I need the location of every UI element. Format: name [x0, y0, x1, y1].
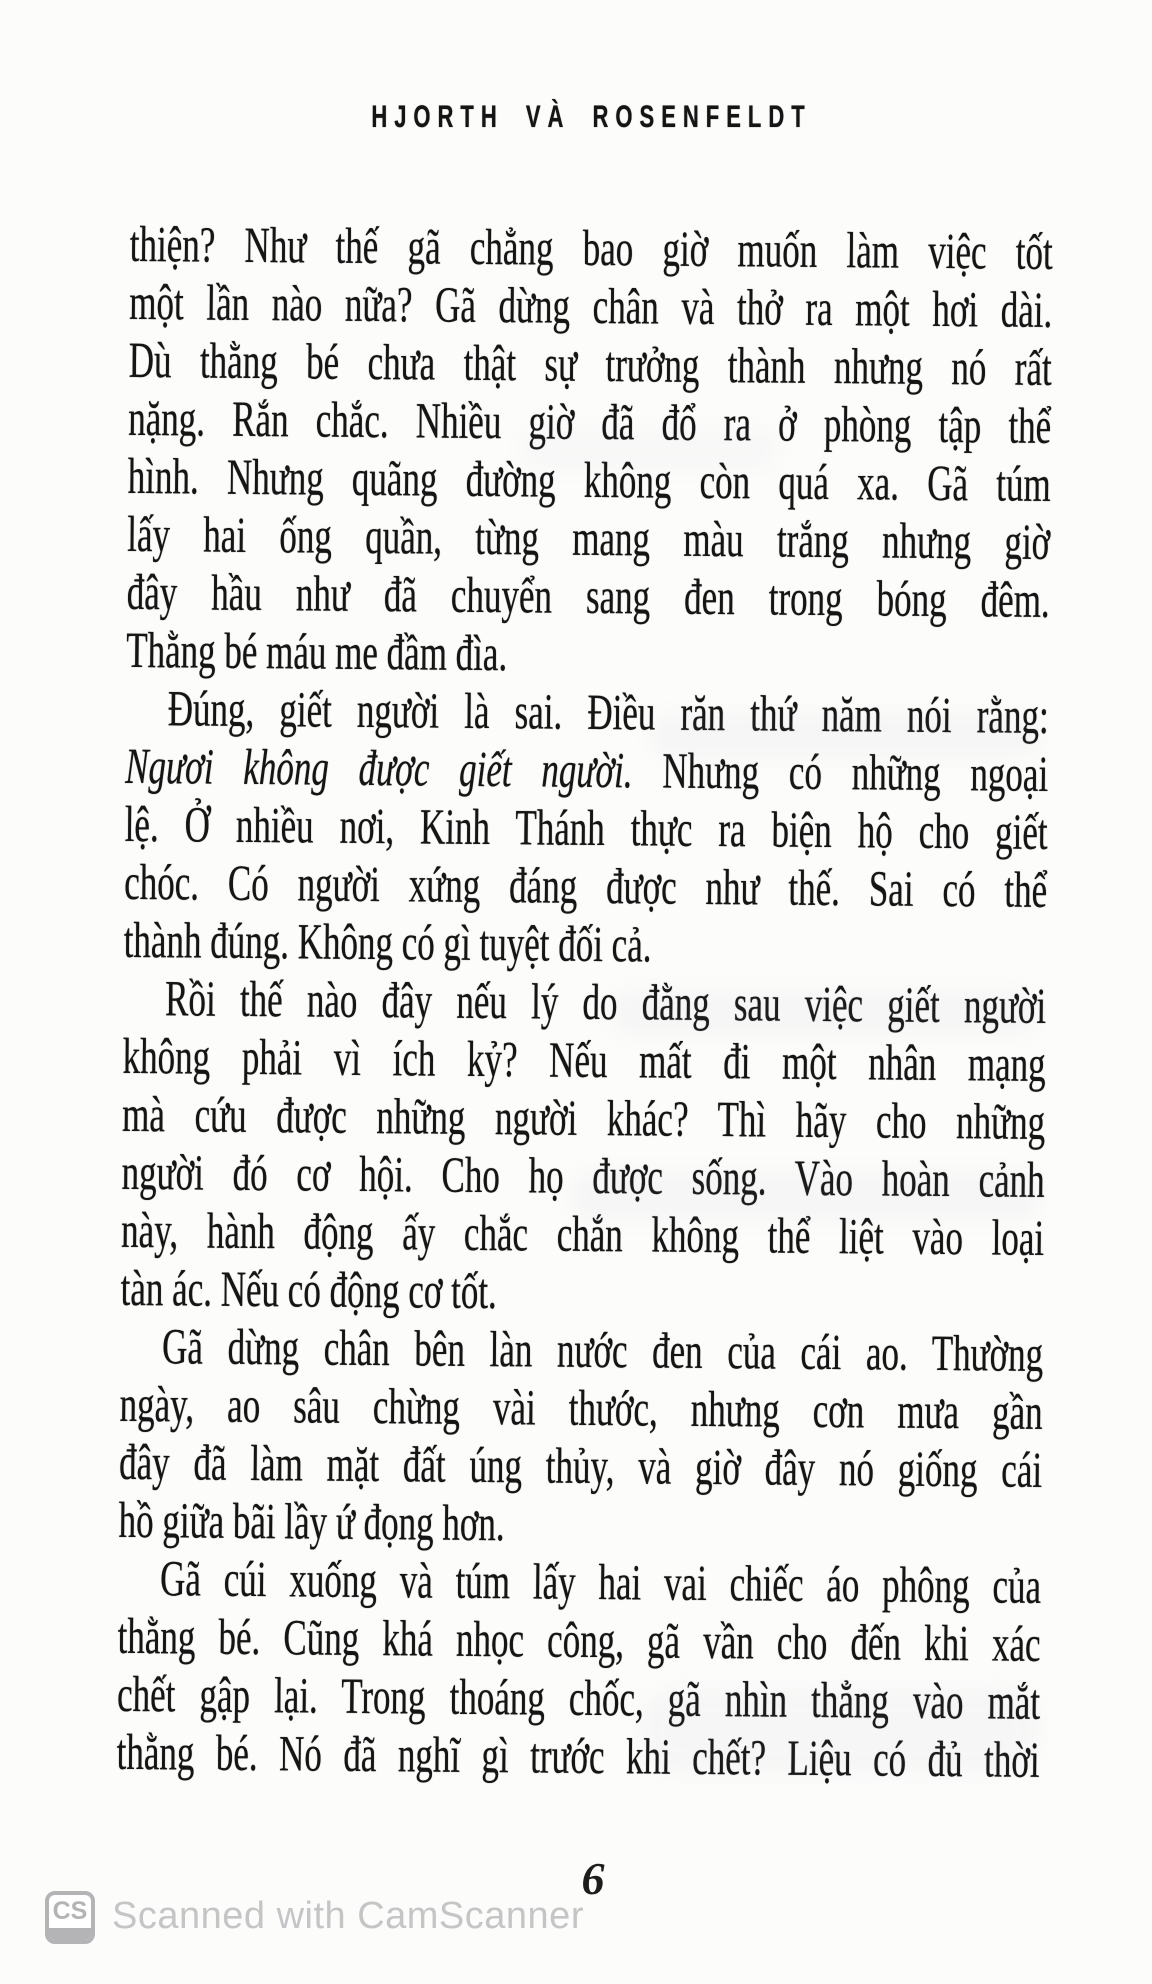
camscanner-watermark-label: Scanned with CamScanner	[112, 1895, 584, 1937]
text-line	[117, 1608, 1040, 1674]
text-line	[128, 390, 1051, 456]
text-segment: lệ. Ở nhiều nơi, Kinh Thánh thực ra biện hộ cho giết	[124, 795, 1048, 861]
text-segment: chóc. Có người xứng đáng được như thế. Sai có thể	[123, 853, 1048, 919]
text-line	[123, 970, 1046, 1036]
text-line	[122, 1028, 1045, 1094]
text-segment: ngày, ao sâu chừng vài thước, nhưng cơn mưa gần	[119, 1375, 1043, 1441]
text-segment: hồ giữa bãi lầy ứ đọng hơn.	[118, 1491, 505, 1552]
paragraph	[118, 1318, 1043, 1558]
text-line	[120, 1318, 1043, 1384]
running-header: HJORTH VÀ ROSENFELDT	[371, 98, 812, 135]
text-line	[126, 564, 1049, 630]
page-number: 6	[581, 1853, 605, 1904]
body-text-block	[116, 215, 1054, 1789]
camscanner-logo-icon	[45, 1891, 95, 1944]
text-segment: không phải vì ích kỷ? Nếu mất đi một nhân mạng	[122, 1027, 1046, 1093]
paragraph	[116, 1550, 1041, 1790]
camscanner-logo-letters: CS	[52, 1897, 88, 1925]
body-text	[116, 216, 1053, 1790]
text-segment: lấy hai ống quần, từng mang màu trắng nhưng giờ	[127, 505, 1051, 571]
text-segment: Dù thằng bé chưa thật sự trưởng thành nhưng nó rất	[128, 331, 1052, 397]
italic-text-segment: Ngươi không được giết người.	[124, 737, 633, 799]
text-segment: Gã dừng chân bên làn nước đen của cái ao. Thường	[161, 1318, 1044, 1383]
text-segment: Nhưng có những ngoại	[632, 742, 1049, 803]
text-line	[118, 1550, 1041, 1616]
text-line	[125, 738, 1048, 804]
text-segment: chết gập lại. Trong thoáng chốc, gã nhìn thẳng vào mắt	[116, 1665, 1041, 1731]
text-line	[129, 274, 1052, 340]
text-line	[120, 1260, 1043, 1326]
camscanner-logo-bar	[49, 1928, 91, 1940]
text-segment: mà cứu được những người khác? Thì hãy cho những	[121, 1085, 1046, 1151]
text-line	[123, 912, 1046, 978]
paragraph	[126, 216, 1053, 688]
text-segment: Đúng, giết người là sai. Điều răn thứ năm nói rằng:	[167, 680, 1049, 745]
text-segment: người đó cơ hội. Cho họ được sống. Vào hoàn cảnh	[121, 1143, 1045, 1209]
text-line	[130, 216, 1053, 282]
text-line	[129, 332, 1052, 398]
text-segment: tàn ác. Nếu có động cơ tốt.	[120, 1259, 498, 1320]
text-line	[119, 1434, 1042, 1500]
paragraph	[123, 680, 1048, 978]
text-segment: một lần nào nữa? Gã dừng chân và thở ra một hơi dài.	[129, 273, 1053, 339]
text-line	[124, 796, 1047, 862]
text-segment: này, hành động ấy chắc chắn không thể liệt vào loại	[120, 1201, 1045, 1267]
text-segment: Gã cúi xuống và túm lấy hai vai chiếc áo phông của	[159, 1550, 1042, 1615]
text-segment: thằng bé. Cũng khá nhọc công, gã vần cho đến khi xác	[117, 1607, 1041, 1673]
text-segment: nặng. Rắn chắc. Nhiều giờ đã đổ ra ở phòng tập thể	[128, 389, 1052, 455]
text-line	[119, 1376, 1042, 1442]
text-line	[121, 1144, 1044, 1210]
text-segment: đây hầu như đã chuyển sang đen trong bóng đêm.	[126, 563, 1050, 629]
text-line	[122, 1086, 1045, 1152]
text-line	[126, 622, 1049, 688]
text-segment: hình. Nhưng quãng đường không còn quá xa. Gã túm	[127, 447, 1051, 513]
text-line	[118, 1492, 1041, 1558]
text-segment: đây đã làm mặt đất úng thủy, và giờ đây nó giống cái	[118, 1433, 1043, 1499]
text-line	[121, 1202, 1044, 1268]
text-line	[127, 506, 1050, 572]
text-line	[128, 448, 1051, 514]
text-line	[125, 680, 1048, 746]
text-segment: thằng bé. Nó đã nghĩ gì trước khi chết? Liệu có đủ thời	[116, 1723, 1040, 1789]
text-line	[116, 1724, 1039, 1790]
paragraph	[120, 970, 1046, 1326]
text-segment: thành đúng. Không có gì tuyệt đối cả.	[123, 911, 652, 974]
text-segment: thiện? Như thế gã chẳng bao giờ muốn làm việc tốt	[129, 215, 1054, 281]
text-segment: Thằng bé máu me đầm đìa.	[125, 621, 508, 682]
text-line	[117, 1666, 1040, 1732]
text-line	[124, 854, 1047, 920]
text-segment: Rồi thế nào đây nếu lý do đằng sau việc giết người	[164, 970, 1047, 1035]
